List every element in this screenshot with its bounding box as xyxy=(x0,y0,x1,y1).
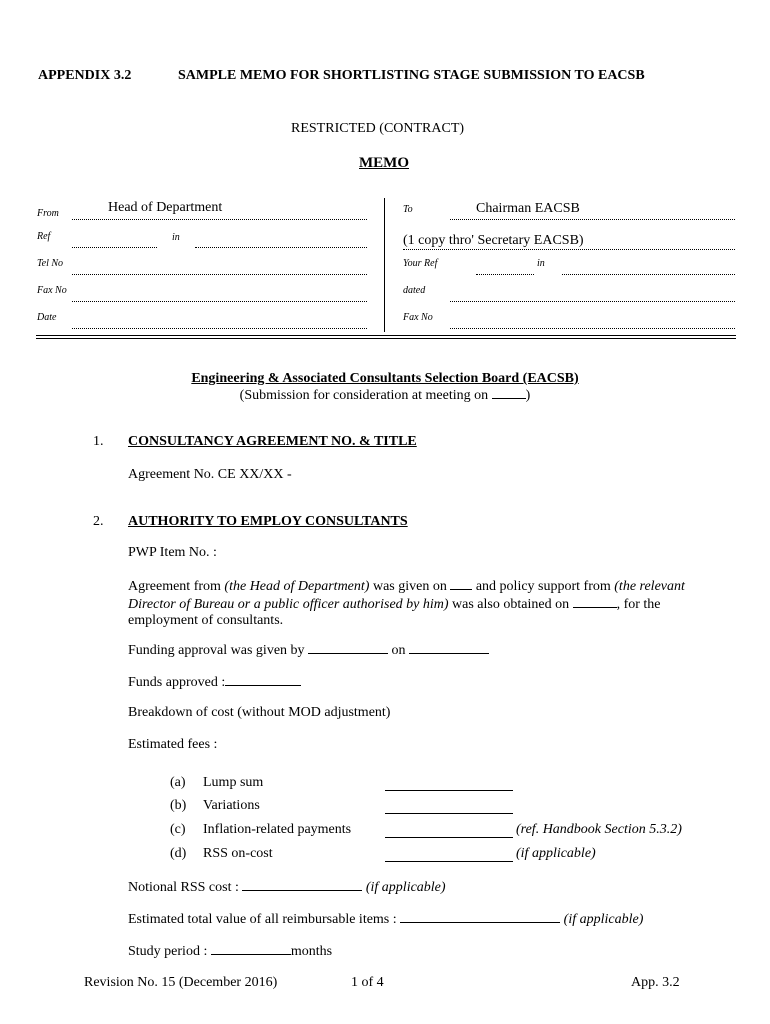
section-heading-2: AUTHORITY TO EMPLOY CONSULTANTS xyxy=(128,514,408,529)
section-heading-1: CONSULTANCY AGREEMENT NO. & TITLE xyxy=(128,434,417,449)
funding-approval: Funding approval was given by on xyxy=(128,641,489,659)
agreement-paragraph: Agreement from (the Head of Department) was given on and policy support from (the relevant Director of Bureau or a public officer authorised by him) was also obtained on , for the employment of consultants. xyxy=(128,579,685,628)
from-label: From xyxy=(37,208,59,219)
your-ref-line xyxy=(476,274,534,275)
fee-letter: (c) xyxy=(170,822,186,837)
dated-line xyxy=(450,301,735,302)
agreement-no: Agreement No. CE XX/XX - xyxy=(128,467,292,482)
memo-divider xyxy=(384,198,385,332)
ref-line xyxy=(72,247,157,248)
appendix-label: APPENDIX 3.2 xyxy=(38,68,132,83)
board-title: Engineering & Associated Consultants Selection Board (EACSB) xyxy=(191,371,579,386)
fax-line-right xyxy=(450,328,735,329)
date-label: Date xyxy=(37,312,57,323)
fee-label: Variations xyxy=(203,798,260,813)
fee-label: RSS on-cost xyxy=(203,846,273,861)
your-ref-in-line xyxy=(562,274,735,275)
tel-label: Tel No xyxy=(37,258,64,269)
ref-label: Ref xyxy=(37,231,51,242)
fee-blank xyxy=(385,861,513,862)
date-line xyxy=(72,328,367,329)
classification-label: RESTRICTED (CONTRACT) xyxy=(291,121,465,136)
footer-revision: Revision No. 15 (December 2016) xyxy=(84,975,278,990)
fee-blank xyxy=(385,837,513,838)
from-line xyxy=(72,219,367,220)
in-line xyxy=(195,247,367,248)
fax-label-right: Fax No xyxy=(403,312,433,323)
your-ref-label: Your Ref xyxy=(403,258,438,269)
study-period: Study period : months xyxy=(128,944,333,959)
fee-note: (if applicable) xyxy=(516,846,596,861)
to-line xyxy=(450,219,735,220)
submission-line: (Submission for consideration at meeting on ) xyxy=(239,388,531,403)
fax-line-left xyxy=(72,301,367,302)
fee-blank xyxy=(385,790,513,791)
dated-label: dated xyxy=(403,285,426,296)
funds-approved: Funds approved : xyxy=(128,673,301,691)
fee-label: Lump sum xyxy=(203,775,264,790)
document-title: SAMPLE MEMO FOR SHORTLISTING STAGE SUBMISSION TO EACSB xyxy=(178,68,645,83)
estimated-total: Estimated total value of all reimbursable items : (if applicable) xyxy=(128,912,644,927)
footer-appendix: App. 3.2 xyxy=(631,975,680,990)
fee-label: Inflation-related payments xyxy=(203,822,352,837)
to-label: To xyxy=(403,204,413,215)
fee-letter: (a) xyxy=(170,775,186,790)
tel-line xyxy=(72,274,367,275)
cost-breakdown: Breakdown of cost (without MOD adjustment) xyxy=(128,705,391,720)
fee-letter: (d) xyxy=(170,846,187,861)
footer-page: 1 of 4 xyxy=(351,975,384,990)
section-number-1: 1. xyxy=(93,434,104,449)
fee-note: (ref. Handbook Section 5.3.2) xyxy=(516,822,682,837)
copy-value: (1 copy thro' Secretary EACSB) xyxy=(403,233,584,248)
rule-bottom xyxy=(36,338,736,339)
rule-top xyxy=(36,335,736,336)
fee-letter: (b) xyxy=(170,798,187,813)
to-value: Chairman EACSB xyxy=(476,201,580,216)
fax-label-left: Fax No xyxy=(37,285,67,296)
fee-blank xyxy=(385,813,513,814)
estimated-fees-label: Estimated fees : xyxy=(128,737,218,752)
from-value: Head of Department xyxy=(108,200,223,215)
memo-title: MEMO xyxy=(359,155,409,171)
section-number-2: 2. xyxy=(93,514,104,529)
copy-line xyxy=(403,249,735,250)
in-label: in xyxy=(172,232,180,243)
notional-rss-cost: Notional RSS cost : (if applicable) xyxy=(128,880,446,895)
pwp-item: PWP Item No. : xyxy=(128,545,217,560)
your-ref-in-label: in xyxy=(537,258,545,269)
